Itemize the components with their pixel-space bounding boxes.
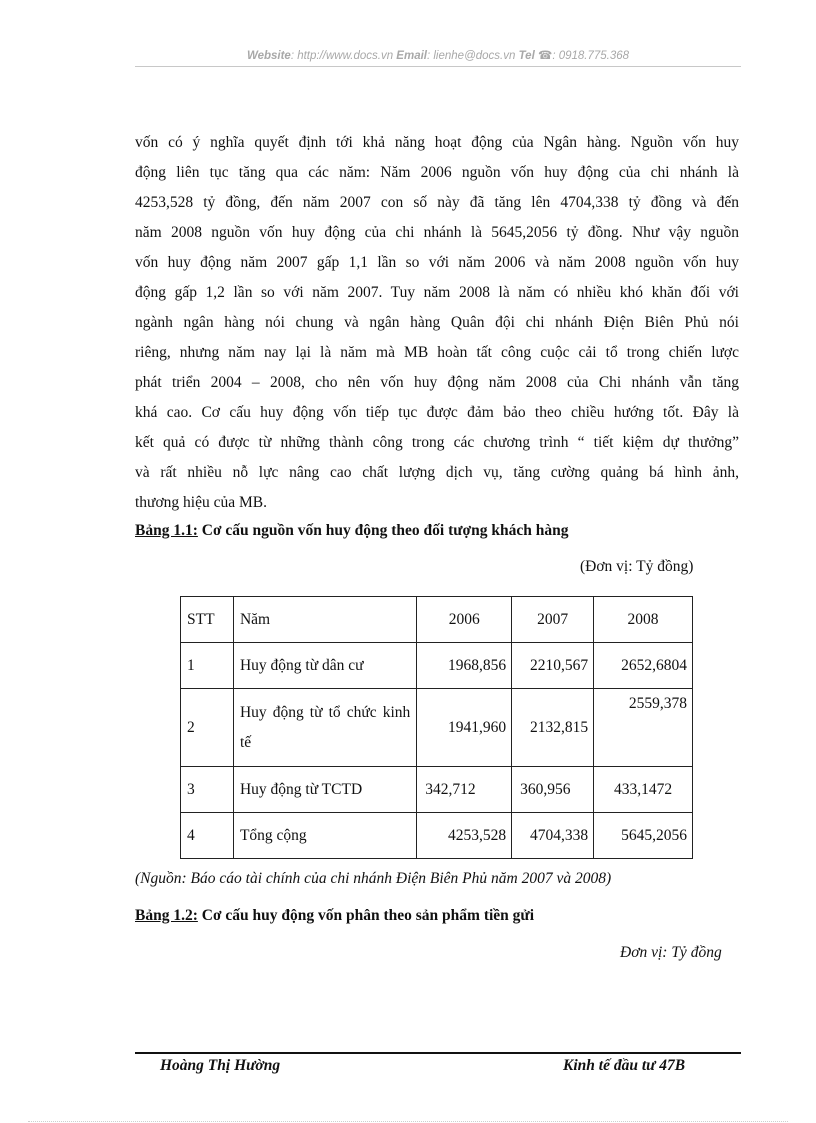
header-2007: 2007	[512, 597, 594, 643]
row-name: Huy động từ tổ chức kinh tế	[233, 689, 416, 767]
row-name: Tổng cộng	[233, 813, 416, 859]
table1-caption-label: Bảng 1.1:	[135, 522, 198, 539]
text-line: phát triển 2004 – 2008, cho nên vốn huy động năm 2008 của Chi nhánh vẫn tăng	[135, 374, 739, 391]
tel-value: : 0918.775.368	[552, 50, 630, 62]
row-2007: 360,956	[512, 767, 594, 813]
row-2007: 2132,815	[512, 689, 594, 767]
text-line: riêng, nhưng năm nay lại là năm mà MB hoàn tất công cuộc cải tổ trong chiến lược	[135, 344, 739, 361]
table2-caption	[135, 907, 534, 925]
table2-unit: Đơn vị: Tỷ đồng	[620, 944, 722, 961]
row-2006: 4253,528	[417, 813, 512, 859]
footer-author: Hoàng Thị Hường	[160, 1057, 281, 1074]
row-2008: 2559,378	[594, 689, 693, 767]
phone-icon: ☎	[537, 50, 553, 62]
text-line: động liên tục tăng qua các năm: Năm 2006 nguồn vốn huy động của chi nhánh là	[135, 164, 739, 181]
table-header-row	[181, 597, 693, 643]
page-header	[135, 48, 741, 62]
row-name: Huy động từ TCTD	[233, 767, 416, 813]
text-line: vốn huy động năm 2007 gấp 1,1 lần so với năm 2006 và năm 2008 nguồn vốn huy	[135, 254, 739, 271]
tel-label: Tel	[518, 50, 535, 62]
row-name: Huy động từ dân cư	[233, 643, 416, 689]
email-value: : lienhe@docs.vn	[426, 50, 516, 62]
header-2008: 2008	[594, 597, 693, 643]
table1-unit: (Đơn vị: Tỷ đồng)	[580, 558, 694, 575]
row-2006: 1968,856	[417, 643, 512, 689]
body-paragraph	[135, 128, 739, 518]
table1-caption-text: Cơ cấu nguồn vốn huy động theo đối tượng khách hàng	[197, 522, 569, 539]
row-2006: 342,712	[417, 767, 512, 813]
table-row	[181, 813, 693, 859]
funding-table	[180, 596, 693, 859]
email-label: Email	[396, 50, 427, 62]
row-stt: 4	[181, 813, 234, 859]
text-line: khá cao. Cơ cấu huy động vốn tiếp tục được đảm bảo theo chiều hướng tốt. Đây là	[135, 404, 739, 421]
row-2007: 4704,338	[512, 813, 594, 859]
table-row	[181, 689, 693, 767]
row-2007: 2210,567	[512, 643, 594, 689]
table1-caption	[135, 522, 568, 540]
text-line: ngành ngân hàng nói chung và ngân hàng Quân đội chi nhánh Điện Biên Phủ nói	[135, 314, 739, 331]
row-2008: 5645,2056	[594, 813, 693, 859]
header-2006: 2006	[417, 597, 512, 643]
text-line: 4253,528 tỷ đồng, đến năm 2007 con số này đã tăng lên 4704,338 tỷ đồng và đến	[135, 194, 739, 211]
text-line: và rất nhiều nỗ lực nâng cao chất lượng dịch vụ, tăng cường quảng bá hình ảnh,	[135, 464, 739, 481]
text-line: động gấp 1,2 lần so với năm 2007. Tuy năm 2008 là năm có nhiều khó khăn đối với	[135, 284, 739, 301]
row-stt: 3	[181, 767, 234, 813]
row-stt: 2	[181, 689, 234, 767]
row-2008: 2652,6804	[594, 643, 693, 689]
text-line: vốn có ý nghĩa quyết định tới khả năng hoạt động của Ngân hàng. Nguồn vốn huy	[135, 134, 739, 151]
footer-course: Kinh tế đầu tư 47B	[563, 1057, 686, 1074]
table2-caption-text: Cơ cấu huy động vốn phân theo sản phẩm tiền gửi	[197, 907, 535, 924]
header-stt: STT	[181, 597, 234, 643]
website-label: Website	[246, 50, 291, 62]
table2-caption-label: Bảng 1.2:	[135, 907, 198, 924]
row-stt: 1	[181, 643, 234, 689]
header-divider	[135, 66, 741, 67]
header-name: Năm	[233, 597, 416, 643]
text-line: kết quả có được từ những thành công trong các chương trình “ tiết kiệm dự thưởng”	[135, 434, 739, 451]
table-row	[181, 643, 693, 689]
row-2006: 1941,960	[417, 689, 512, 767]
website-value: : http://www.docs.vn	[290, 50, 394, 62]
text-line: năm 2008 nguồn vốn huy động của chi nhánh là 5645,2056 tỷ đồng. Như vậy nguồn	[135, 224, 739, 241]
footer-divider	[135, 1052, 741, 1054]
page-edge	[28, 1121, 788, 1122]
text-line: thương hiệu của MB.	[135, 494, 267, 511]
table1-source: (Nguồn: Báo cáo tài chính của chi nhánh Điện Biên Phủ năm 2007 và 2008)	[135, 870, 612, 887]
row-2008: 433,1472	[594, 767, 693, 813]
table-row	[181, 767, 693, 813]
